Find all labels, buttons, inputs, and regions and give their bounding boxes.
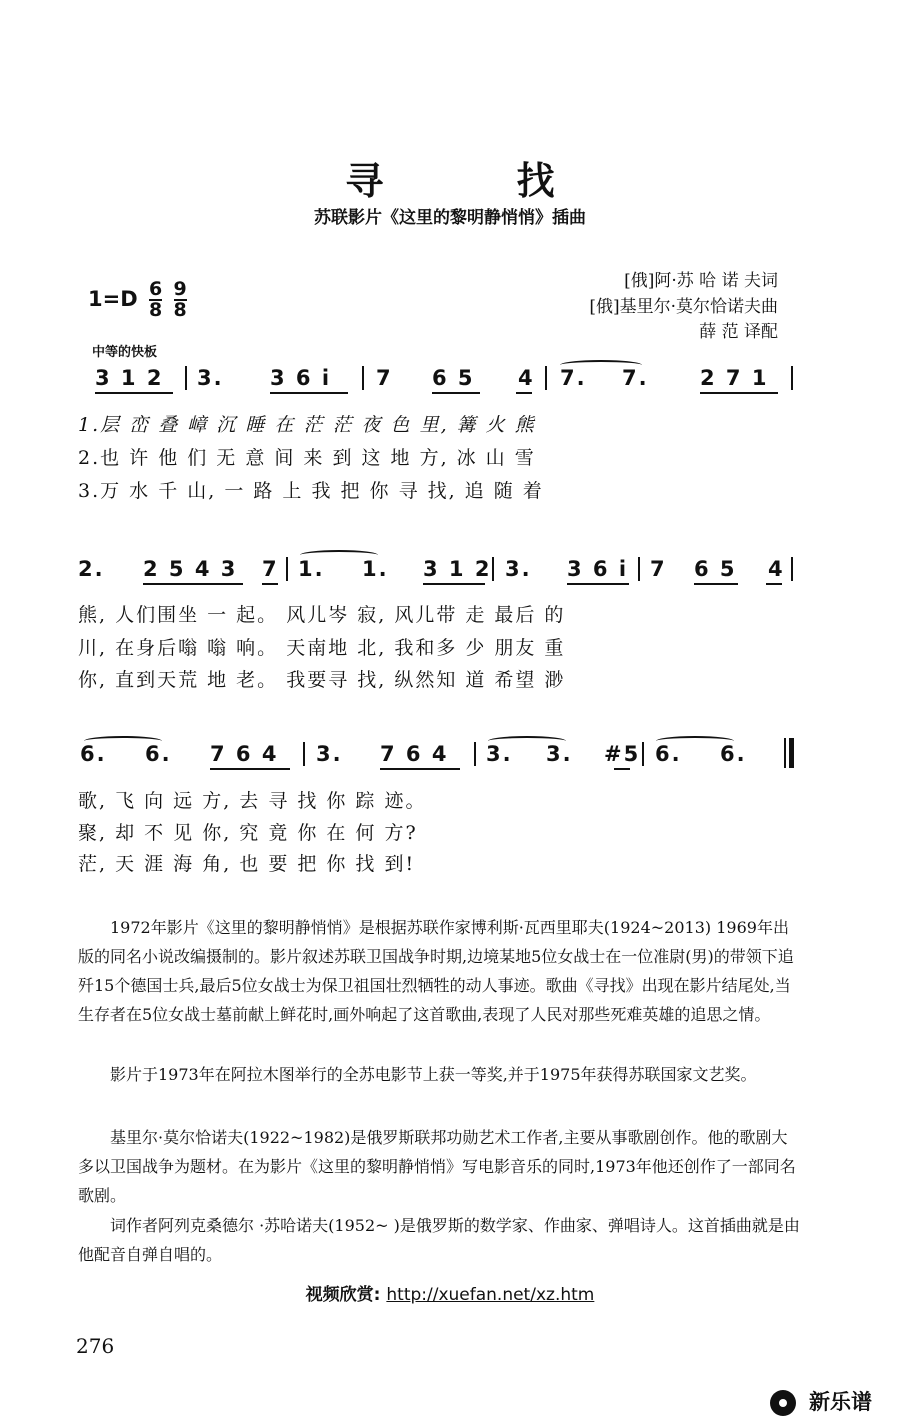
lyric-line: 歌, 飞 向 远 方, 去 寻 找 你 踪 迹。 xyxy=(78,790,427,812)
paragraph: 1972年影片《这里的黎明静悄悄》是根据苏联作家博利斯·瓦西里耶夫(1924~2013) 1969年出版的同名小说改编摄制的。影片叙述苏联卫国战争时期,边境某地5位女战士在一位准尉(男)的带领下追歼15个德国士兵,最后5位女战士为保卫祖国壮烈牺牲的动人事迹。歌曲《寻找》出现在影片结尾处,当生存者在5位女战士墓前献上鲜花时,画外响起了这首歌曲,表现了人民对那些死难英雄的追思之情。 xyxy=(78,918,794,1024)
lyric-line: 茫, 天 涯 海 角, 也 要 把 你 找 到! xyxy=(78,853,416,875)
note-group: 7 xyxy=(650,557,667,581)
composer-credit: [俄]基里尔·莫尔恰诺夫曲 xyxy=(589,297,778,317)
note-group: 7 6 4 xyxy=(210,742,279,766)
note-group: 2 5 4 3 xyxy=(143,557,238,581)
note-group: 3. xyxy=(197,366,224,390)
note-group: 7 6 4 xyxy=(380,742,449,766)
note-group: 6 5 xyxy=(432,366,475,390)
note-group: 3 1 2 xyxy=(423,557,492,581)
record-icon xyxy=(770,1390,796,1416)
paragraph: 词作者阿列克桑德尔 ·苏哈诺夫(1952~ )是俄罗斯的数学家、作曲家、弹唱诗人。这首插曲就是由他配音自弹自唱的。 xyxy=(78,1216,800,1264)
song-title: 寻 找 xyxy=(345,158,615,203)
note-group: 3. xyxy=(486,742,513,766)
key-signature xyxy=(88,280,187,320)
logo-text: 新乐谱 xyxy=(809,1390,872,1414)
video-url-link[interactable]: http://xuefan.net/xz.htm xyxy=(386,1285,595,1305)
tempo-marking: 中等的快板 xyxy=(92,345,158,360)
note-group: 4 xyxy=(768,557,785,581)
note-group: 6. xyxy=(720,742,747,766)
lyricist-credit: [俄]阿·苏 哈 诺 夫词 xyxy=(624,271,778,291)
note-group: 3 1 2 xyxy=(95,366,164,390)
lyric-line: 1.层 峦 叠 嶂 沉 睡 在 茫 茫 夜 色 里, 篝 火 熊 xyxy=(78,414,536,436)
time-sig-1-num: 6 xyxy=(148,278,163,300)
brand-logo xyxy=(770,1386,872,1416)
lyric-line: 你, 直到天荒 地 老。 我要寻 找, 纵然知 道 希望 渺 xyxy=(78,669,566,691)
video-link-line xyxy=(0,1280,900,1305)
lyric-line: 熊, 人们围坐 一 起。 风儿岑 寂, 风儿带 走 最后 的 xyxy=(78,604,566,626)
lyric-line: 3.万 水 千 山, 一 路 上 我 把 你 寻 找, 追 随 着 xyxy=(78,480,544,502)
note-group: 7 xyxy=(376,366,393,390)
lyric-line: 聚, 却 不 见 你, 究 竟 你 在 何 方? xyxy=(78,822,418,844)
song-subtitle: 苏联影片《这里的黎明静悄悄》插曲 xyxy=(314,208,586,228)
note-group: 4 xyxy=(518,366,535,390)
time-signature-1 xyxy=(149,280,162,320)
note-group: 1. xyxy=(362,557,389,581)
note-group: 2 7 1 xyxy=(700,366,769,390)
note-group: 3. xyxy=(505,557,532,581)
note-group: 7. xyxy=(622,366,649,390)
note-group: 3. xyxy=(316,742,343,766)
note-group: 3 6 i xyxy=(270,366,332,390)
note-group: 7. xyxy=(560,366,587,390)
translator-credit: 薛 范 译配 xyxy=(699,322,778,342)
note-group: 7 xyxy=(262,557,279,581)
time-signature-2 xyxy=(174,280,187,320)
note-group: 1. xyxy=(298,557,325,581)
page-number: 276 xyxy=(76,1334,115,1358)
video-label: 视频欣赏: xyxy=(305,1285,381,1305)
lyric-line: 川, 在身后嗡 嗡 响。 天南地 北, 我和多 少 朋友 重 xyxy=(78,637,566,659)
note-group: 6. xyxy=(80,742,107,766)
time-sig-2-den: 8 xyxy=(173,299,187,321)
note-group: 6 5 xyxy=(694,557,737,581)
note-group: 2. xyxy=(78,557,105,581)
key-label: 1=D xyxy=(88,287,138,311)
note-group: 3 6 i xyxy=(567,557,629,581)
paragraph: 影片于1973年在阿拉木图举行的全苏电影节上获一等奖,并于1975年获得苏联国家文艺奖。 xyxy=(110,1065,757,1084)
time-sig-1-den: 8 xyxy=(148,299,163,321)
note-group: 6. xyxy=(655,742,682,766)
paragraph: 基里尔·莫尔恰诺夫(1922~1982)是俄罗斯联邦功勋艺术工作者,主要从事歌剧创作。他的歌剧大多以卫国战争为题材。在为影片《这里的黎明静悄悄》写电影音乐的同时,1973年他还创作了一部同名歌剧。 xyxy=(78,1128,796,1205)
lyric-line: 2.也 许 他 们 无 意 间 来 到 这 地 方, 冰 山 雪 xyxy=(78,447,536,469)
note-group: 3. xyxy=(546,742,573,766)
note-group: #5 xyxy=(604,742,641,766)
time-sig-2-num: 9 xyxy=(173,278,187,300)
note-group: 6. xyxy=(145,742,172,766)
